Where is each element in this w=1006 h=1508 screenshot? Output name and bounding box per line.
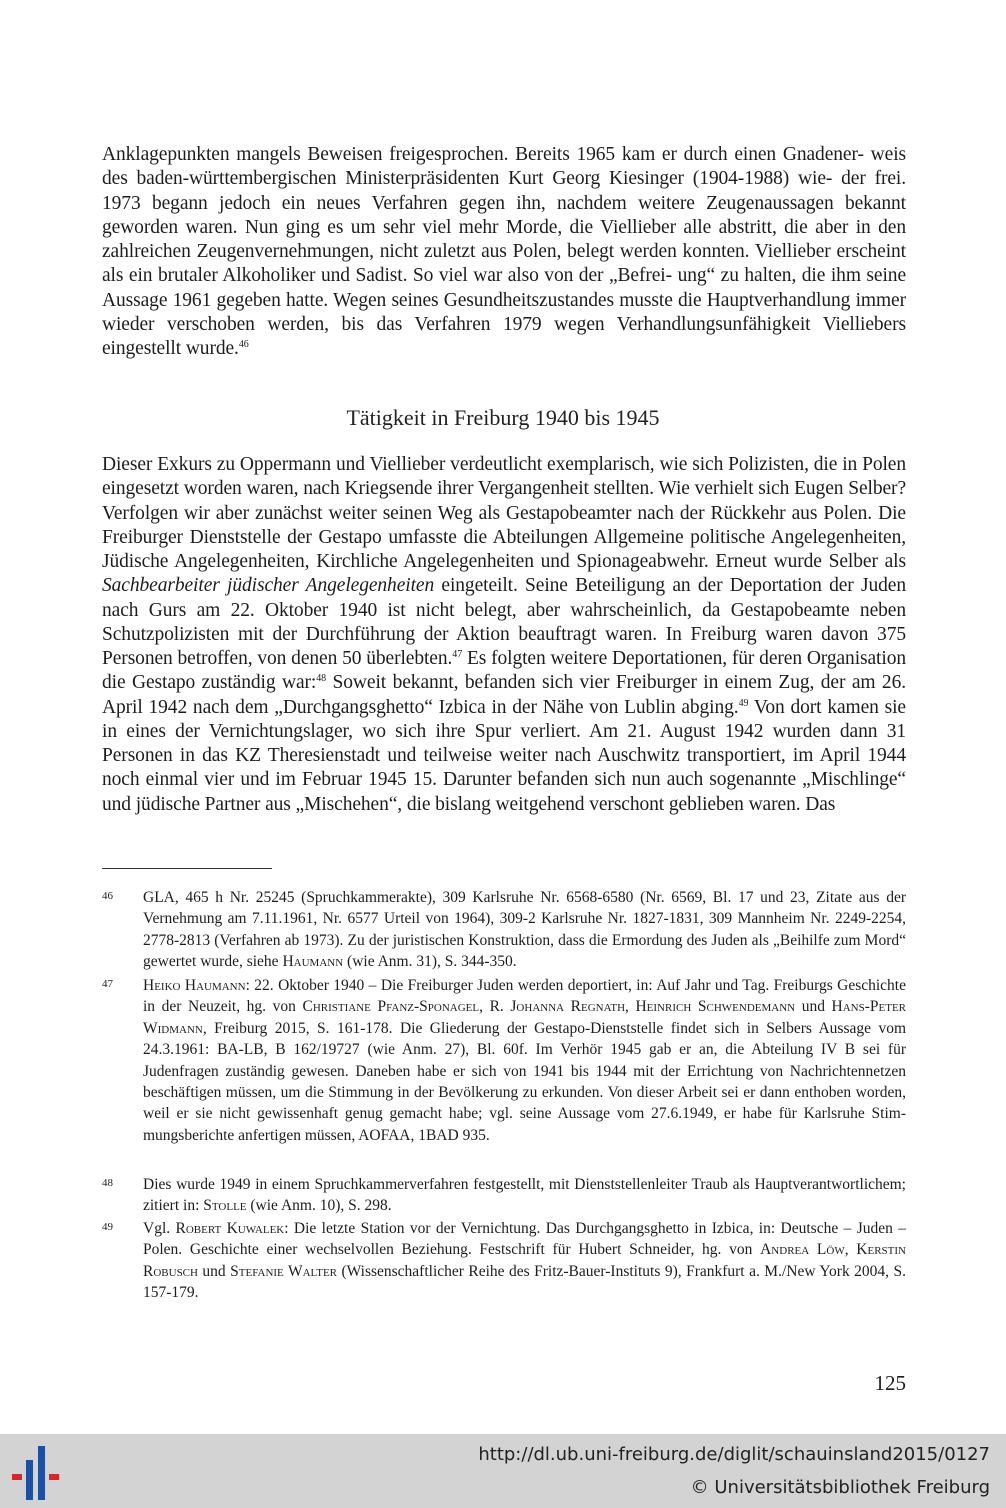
p2-text: Es folgten weitere Deportationen, für deren Organisation die Gestapo zuständig war: xyxy=(102,648,906,694)
footnote-text-part: und xyxy=(197,1262,231,1280)
footnote-number: 49 xyxy=(102,1221,113,1233)
footnote-ref-47: 47 xyxy=(452,649,463,660)
footnote-text-part: Vgl. xyxy=(143,1220,176,1237)
author-name: Kerstin Robusch xyxy=(143,1241,906,1280)
p1-line: Anklagepunkten mangels Beweisen freigesprochen. Bereits 1965 kam er durch einen Gnadener- xyxy=(102,144,864,165)
p2-text: Von dort kamen sie in eines der Vernichtungslager, wo sich ihre Spur verliert. Am 21. August 1942 wurden dann 31 Personen in das KZ Theresienstadt und teilweise weiter nach Auschwitz transportiert, im April 1944 noch einmal vier und im Februar 1945 15. Darunter befanden sich nun auch sogenannte „Mischlinge“ und jüdische Partner aus „Mischehen“, die bislang weitgehend verschont geblieben waren. Das xyxy=(102,696,906,815)
footnote-number: 48 xyxy=(102,1177,113,1189)
p1-line: musste die Hauptverhandlung immer wieder verschoben werden, bis das Verfahren 1979 wegen xyxy=(102,289,906,335)
university-library-logo-icon xyxy=(8,1444,66,1500)
viewer-footer-bar xyxy=(0,1434,1006,1508)
section-heading: Tätigkeit in Freiburg 1940 bis 1945 xyxy=(346,405,660,430)
footnote-number: 46 xyxy=(102,890,113,902)
footnote-48 xyxy=(102,1174,906,1217)
footnote-text-part: : Die letzte Station vor der Vernichtung. Das Durchgangsghetto in Izbica, in: Deutsche – Juden – Polen. Geschichte einer wechselvollen Beziehung. Festschrift für Hubert Schneider, hg. von xyxy=(143,1220,906,1259)
footnote-text-part: , xyxy=(625,998,636,1016)
author-name: Stefanie Walter xyxy=(230,1262,338,1280)
author-name: Haumann xyxy=(282,953,344,971)
p2-italic-term: Sachbearbeiter jüdischer Angelegenheiten xyxy=(102,575,435,597)
footnote-text-part: und xyxy=(795,998,832,1016)
author-name: R. Johanna Regnath xyxy=(489,998,626,1016)
author-name: Robert Kuwalek xyxy=(175,1220,285,1237)
footnote-ref-48: 48 xyxy=(316,673,327,685)
footnote-47 xyxy=(102,975,906,1146)
p2-text: Dieser Exkurs zu Oppermann und Viellieber verdeutlicht exemplarisch, wie sich Polizisten, die in Polen eingesetzt worden waren, nach Kriegsende ihrer Vergangenheit stellten. Wie verhielt sich Eugen Selber? Verfolgen wir aber zunächst weiter seinen Weg als Gestapobeamter nach der Rückkehr aus Polen. Die Freiburger Dienststelle der Gestapo umfasste die Abteilungen Allgemeine politische Angelegenheiten, Jüdische Angelegenheiten, Kirchliche Angelegenheiten und Spionageabwehr. Erneut wurde Selber als xyxy=(102,454,906,572)
footnote-text-part: (wie Anm. 10), S. 298. xyxy=(246,1197,392,1215)
footnote-text-part: , xyxy=(479,998,490,1016)
footnote-number: 47 xyxy=(102,978,113,990)
footnote-text-part: GLA, 465 h Nr. 25245 (Spruchkammerakte), 309 Karlsruhe Nr. 6568-6580 (Nr. 6569, Bl. 17 und 23, Zitate aus der Vernehmung am 7.11.1961, Nr. 6577 Urteil von 1964), 309-2 Karlsruhe Nr. 1827-1831, 309 Mannheim Nr. 2249-2254, 2778-2813 (Verfahren ab 1973). Zu der juristischen Konstruktion, dass die Ermordung des Juden als „Beihilfe zum Mord“ gewertet wurde, siehe xyxy=(143,889,906,971)
footnote-text xyxy=(143,1218,906,1304)
author-name: Hans-Peter Widmann xyxy=(143,998,907,1037)
footnote-ref-46: 46 xyxy=(238,339,249,350)
p1-line: der frei. 1973 begann jedoch ein neues Verfahren gegen ihn, nachdem weitere Zeugenaussagen xyxy=(102,168,907,214)
footnote-text xyxy=(143,1174,906,1217)
footnote-text-part: Dies wurde 1949 in einem Spruchkammerverfahren festgestellt, mit Dienststellenleiter Traub als Hauptverantwortlichem; zitiert in: xyxy=(143,1176,906,1215)
p1-line: weis des baden-württembergischen Ministerpräsidenten Kurt Georg Kiesinger (1904-1988) wie- xyxy=(102,144,906,190)
footnote-text-part: , Freiburg 2015, S. 161-178. Die Gliederung der Gestapo-Dienststelle findet sich in Selbers Aussage vom 24.3.1961: BA-LB, B 162/19727 (wie Anm. 27), Bl. 60f. Im Verhör 1945 gab er an, die Abteilung IV B sei für Judenfragen zuständig gewesen. Daneben habe er sich von 1941 bis 1944 mit der Errichtung von Nachrichtennetzen beschäftigen müssen, um die Stimmung in der Bevölkerung zu erkunden. Von dieser Arbeit sei er dann enthoben worden, weil er sie nicht gewissenhaft genug gemacht habe; vgl. seine Aussage vom 27.6.1949, er habe für Karlsruhe Stimmungsberichte anfertigen müssen, AOFAA, 1BAD 935. xyxy=(143,1019,906,1144)
footnote-text-part: (Wissenschaftlicher Reihe des Fritz-Bauer-Instituts 9), Frankfurt a. M./New York 2004, S. 157-179. xyxy=(143,1262,906,1302)
footnote-text xyxy=(143,975,906,1146)
author-name: Christiane Pfanz-Sponagel xyxy=(302,998,480,1016)
footnote-divider xyxy=(102,868,272,869)
footnote-49 xyxy=(102,1218,906,1304)
p1-line: ung“ zu halten, die ihm seine Aussage 1961 gegeben hatte. Wegen seines Gesundheitszustandes xyxy=(102,265,907,311)
p2-text: Soweit bekannt, befanden sich vier Freiburger in einem Zug, der am 26. April 1942 nach dem „Durchgangsghetto“ Izbica in der Nähe von Lublin abging. xyxy=(102,672,906,718)
copyright-notice: © Universitätsbibliothek Freiburg xyxy=(690,1477,990,1498)
author-name: Andrea Löw xyxy=(760,1241,845,1259)
body-paragraph-2 xyxy=(102,453,906,817)
page-number: 125 xyxy=(874,1371,906,1395)
p1-line: bekannt geworden waren. Nun ging es um sehr viel mehr Morde, die Viellieber alle abstritt, die xyxy=(102,192,906,238)
author-name: Heinrich Schwendemann xyxy=(635,998,796,1016)
p1-line: aber in den zahlreichen Zeugenvernehmungen, nicht zuletzt aus Polen, belegt werden konnten. xyxy=(102,216,906,262)
p1-line: Verhandlungsunfähigkeit Vielliebers eingestellt wurde. xyxy=(102,313,906,359)
p2-text: eingeteilt. Seine Beteiligung an der Deportation der Juden nach Gurs am 22. Oktober 1940 ist nicht belegt, aber wahrscheinlich, da Gestapobeamte neben Schutzpolizisten mit der Durchführung der Aktion beauftragt waren. In Freiburg waren davon 375 Personen betroffen, von denen 50 überlebten. xyxy=(102,575,906,669)
footnote-ref-49: 49 xyxy=(738,697,749,709)
footnote-text-part: , xyxy=(844,1241,857,1259)
footnote-text xyxy=(143,887,906,973)
p1-line: Viellieber erscheint als ein brutaler Alkoholiker und Sadist. So viel war also von der „Befrei- xyxy=(102,241,906,287)
footnote-text-part: : 22. Oktober 1940 – Die Freiburger Juden werden deportiert, in: Auf Jahr und Tag. Freiburgs Geschichte in der Neuzeit, hg. von xyxy=(143,977,906,1016)
footnote-46 xyxy=(102,887,906,973)
body-paragraph-1 xyxy=(102,143,906,361)
author-name: Heiko Haumann xyxy=(143,977,246,994)
author-name: Stolle xyxy=(203,1197,247,1215)
source-url-link[interactable]: http://dl.ub.uni-freiburg.de/diglit/schauinsland2015/0127 xyxy=(478,1444,990,1465)
footnote-text-part: (wie Anm. 31), S. 344-350. xyxy=(343,953,517,971)
